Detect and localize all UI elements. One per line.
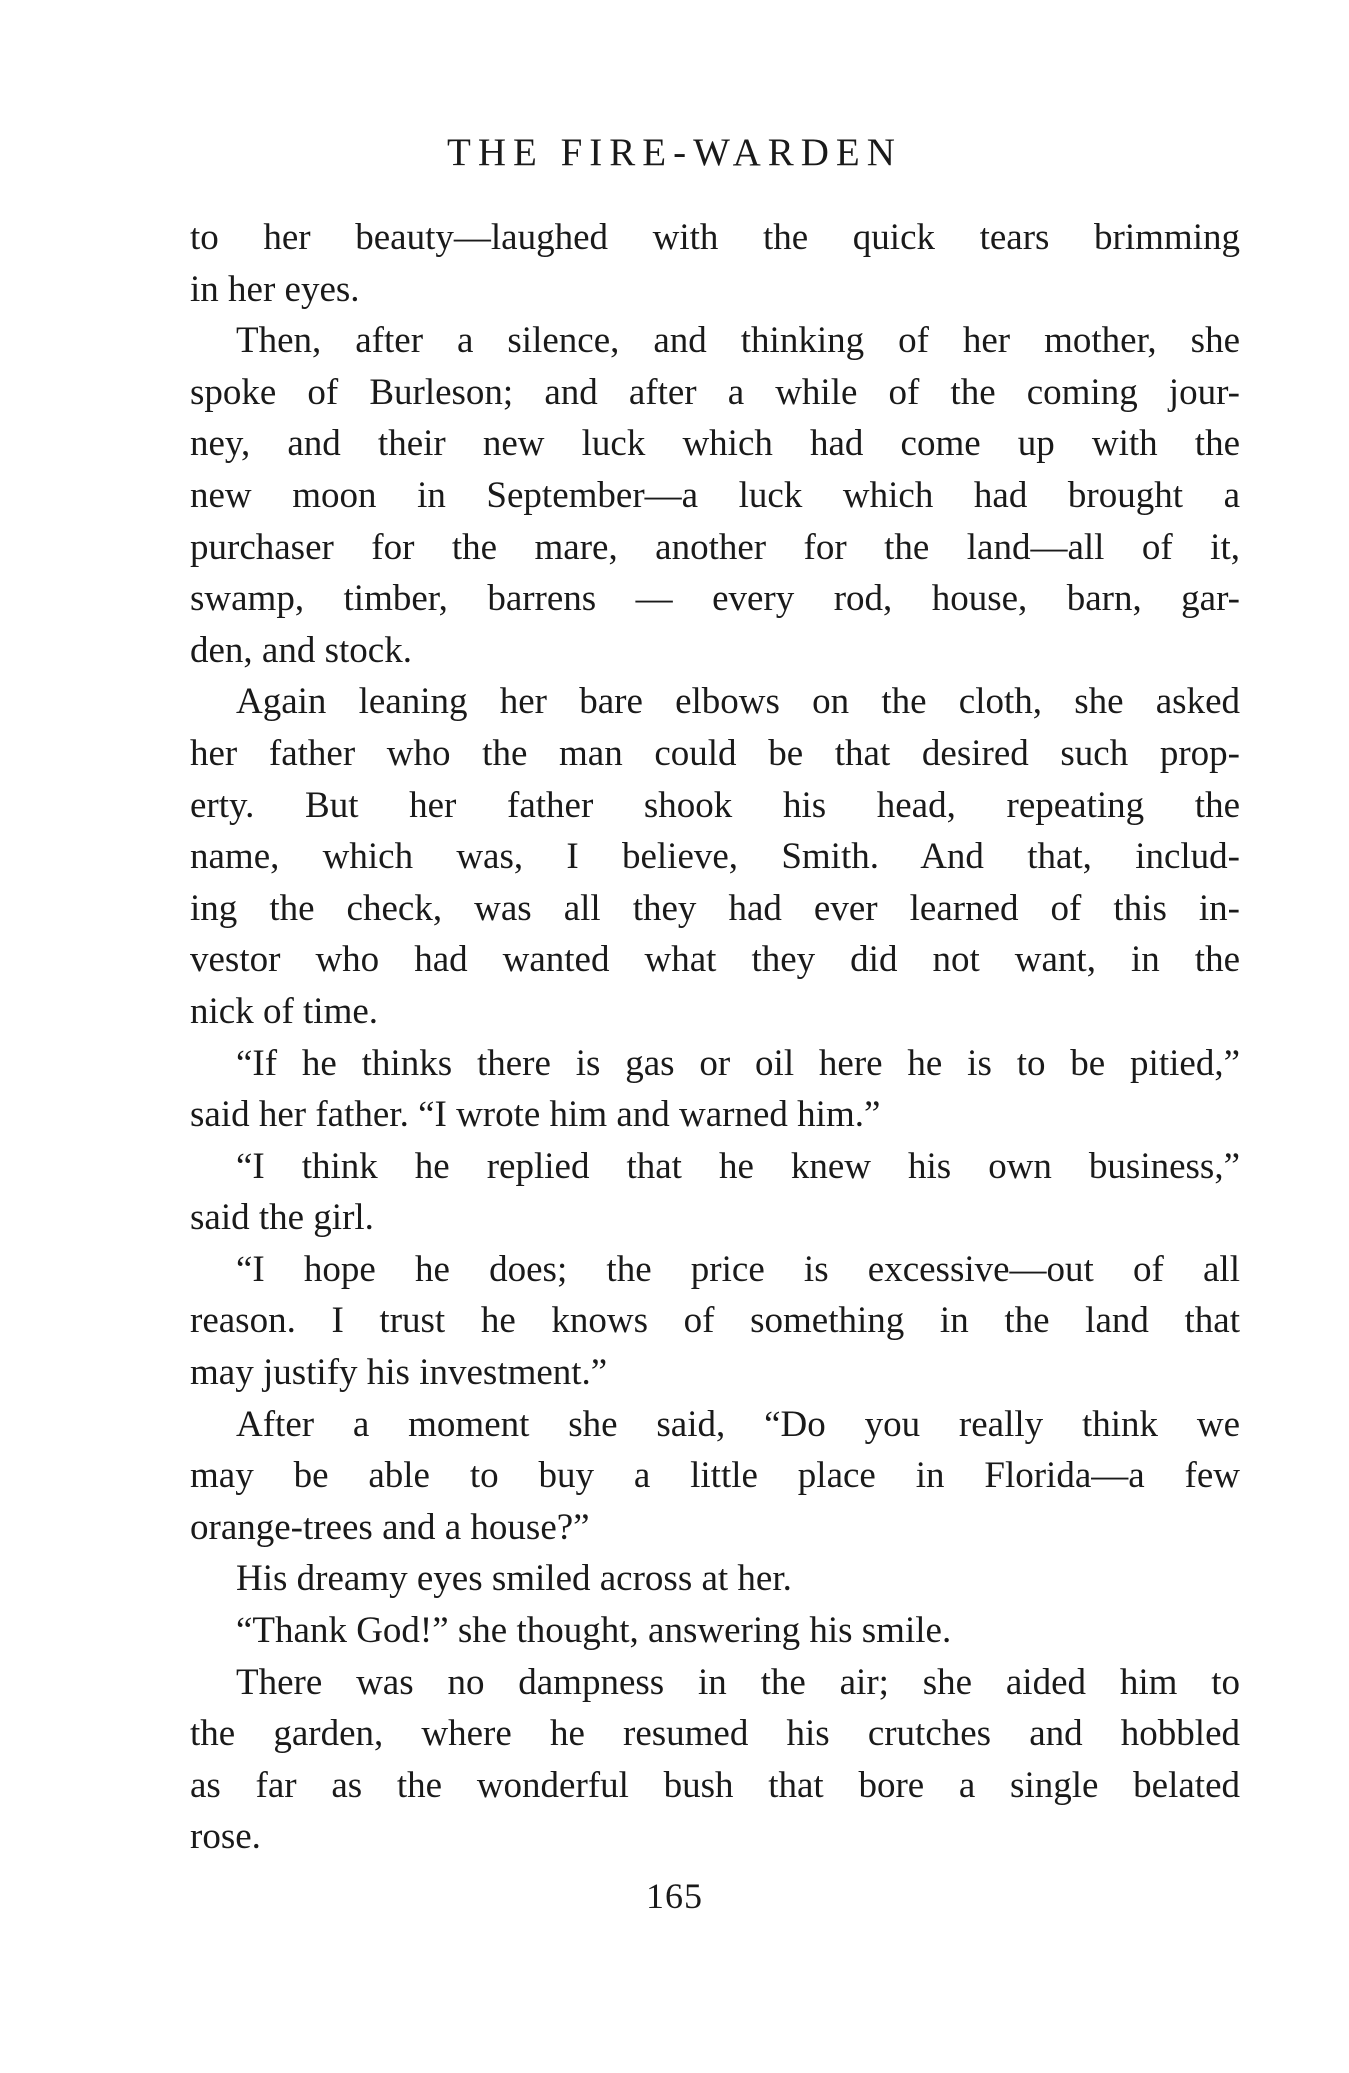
text-line: erty. But her father shook his head, repeating the — [190, 784, 1240, 826]
text-line: name, which was, I believe, Smith. And that, includ- — [190, 836, 1240, 878]
text-line: said her father. “I wrote him and warned him.” — [190, 1094, 881, 1136]
running-head: THE FIRE-WARDEN — [447, 131, 902, 174]
text-line: may justify his investment.” — [190, 1352, 608, 1394]
text-line: vestor who had wanted what they did not want, in the — [190, 939, 1240, 981]
text-line: “If he thinks there is gas or oil here he is to be pitied,” — [236, 1042, 1240, 1084]
text-line: may be able to buy a little place in Florida—a few — [190, 1455, 1240, 1497]
text-line: in her eyes. — [190, 268, 360, 310]
text-line: spoke of Burleson; and after a while of the coming jour- — [190, 371, 1240, 413]
text-line: reason. I trust he knows of something in the land that — [190, 1300, 1240, 1342]
text-line: den, and stock. — [190, 629, 412, 671]
text-line: purchaser for the mare, another for the land—all of it, — [190, 526, 1240, 568]
text-line: as far as the wonderful bush that bore a single belated — [190, 1764, 1240, 1806]
text-line: to her beauty—laughed with the quick tears brimming — [190, 217, 1240, 258]
text-line: the garden, where he resumed his crutches and hobbled — [190, 1713, 1240, 1755]
text-line: new moon in September—a luck which had brought a — [190, 474, 1240, 516]
text-line: ing the check, was all they had ever learned of this in- — [190, 887, 1240, 929]
text-line: her father who the man could be that desired such prop- — [190, 732, 1240, 774]
text-line: “I hope he does; the price is excessive—out of all — [236, 1248, 1240, 1290]
body-text — [190, 212, 1240, 1863]
text-line: nick of time. — [190, 990, 379, 1032]
text-line: Then, after a silence, and thinking of her mother, she — [236, 320, 1240, 362]
text-line: swamp, timber, barrens — every rod, house, barn, gar- — [190, 578, 1240, 620]
text-line: There was no dampness in the air; she aided him to — [236, 1661, 1240, 1703]
text-line: “Thank God!” she thought, answering his smile. — [236, 1610, 952, 1652]
text-line: ney, and their new luck which had come up with the — [190, 423, 1240, 465]
text-line: “I think he replied that he knew his own business,” — [236, 1145, 1240, 1187]
text-line: orange-trees and a house?” — [190, 1506, 590, 1548]
text-line: His dreamy eyes smiled across at her. — [236, 1558, 792, 1600]
page-number: 165 — [646, 1876, 703, 1916]
text-line: said the girl. — [190, 1197, 374, 1239]
text-line: After a moment she said, “Do you really think we — [236, 1403, 1240, 1445]
text-line: Again leaning her bare elbows on the cloth, she asked — [236, 681, 1240, 723]
text-line: rose. — [190, 1816, 261, 1858]
